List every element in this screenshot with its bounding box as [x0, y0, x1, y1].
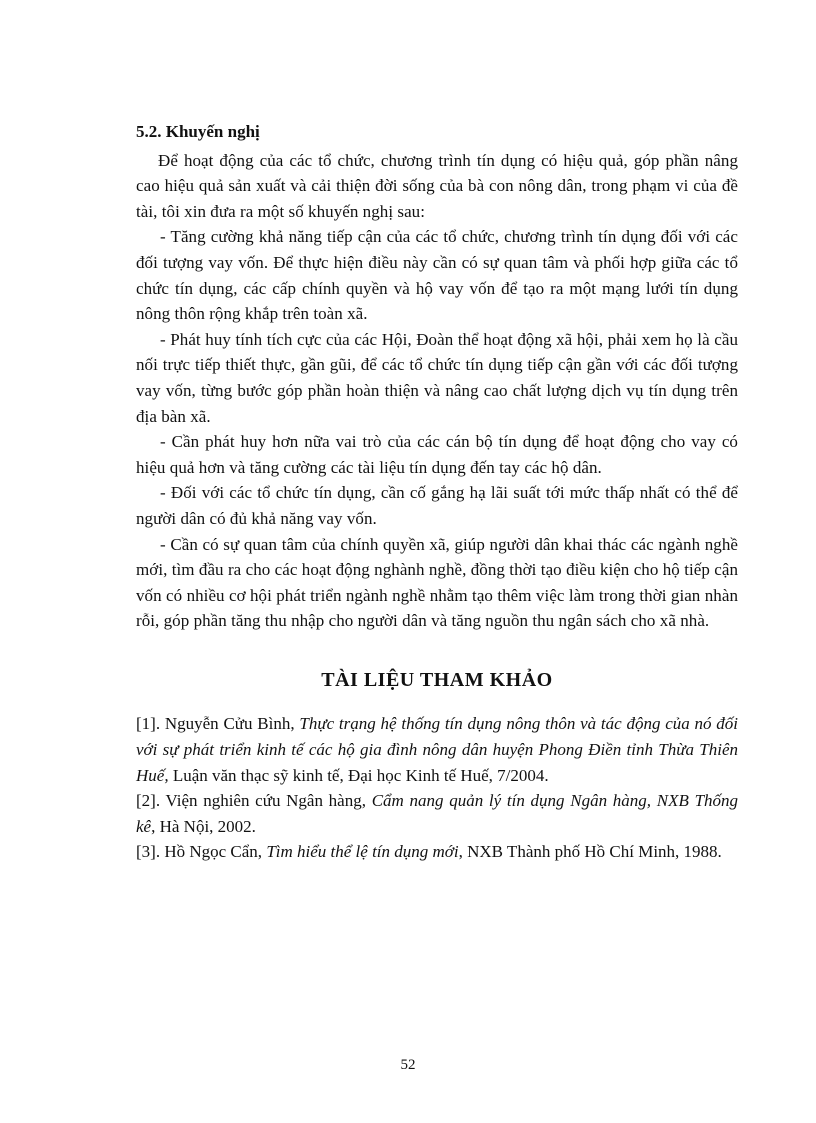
page-number: 52 — [400, 1057, 416, 1073]
reference-number: [3]. — [136, 842, 161, 862]
recommendation-item: - Cần có sự quan tâm của chính quyền xã, giúp người dân khai thác các ngành nghề mới, tìm đầu ra cho các hoạt động nghành nghề, đồng thời tạo điều kiện cho hộ tiếp cận vốn có nhiều cơ hội phát triển ngành nghề nhằm tạo thêm việc làm trong thời gian nhàn rỗi, góp phần tăng thu nhập cho người dân và tăng nguồn thu ngân sách cho xã nhà. — [136, 534, 738, 631]
reference-author: Nguyễn Cửu Bình, — [164, 714, 295, 734]
recommendation-item: - Cần phát huy hơn nữa vai trò của các cán bộ tín dụng để hoạt động cho vay có hiệu quả hơn và tăng cường các tài liệu tín dụng đến tay các hộ dân. — [136, 432, 738, 477]
recommendation-item: - Đối với các tổ chức tín dụng, cần cố gắng hạ lãi suất tới mức thấp nhất có thể để người dân có đủ khả năng vay vốn. — [136, 483, 738, 528]
page-content — [136, 119, 738, 865]
intro-paragraph: Để hoạt động của các tổ chức, chương trình tín dụng có hiệu quả, góp phần nâng cao hiệu quả sản xuất và cải thiện đời sống của bà con nông dân, trong phạm vi của đề tài, tôi xin đưa ra một số khuyến nghị sau: — [136, 150, 738, 221]
references-title: TÀI LIỆU THAM KHẢO — [321, 668, 553, 691]
reference-number: [1]. — [136, 714, 161, 734]
reference-number: [2]. — [136, 791, 161, 811]
reference-details: , Hà Nội, 2002. — [151, 816, 256, 836]
reference-author: Viện nghiên cứu Ngân hàng, — [165, 791, 366, 811]
reference-item-3 — [136, 839, 738, 865]
reference-details: , NXB Thành phố Hồ Chí Minh, 1988. — [458, 842, 722, 862]
reference-title: Cẩm nang quản lý tín dụng Ngân hàng, NXB Thống kê — [136, 791, 739, 836]
section-heading: 5.2. Khuyến nghị — [136, 122, 260, 141]
recommendation-item: - Phát huy tính tích cực của các Hội, Đoàn thể hoạt động xã hội, phải xem họ là cầu nối trực tiếp thiết thực, gần gũi, để các tổ chức tín dụng tiếp cận gần với các đối tượng vay vốn, từng bước góp phần hoàn thiện và nâng cao chất lượng dịch vụ tín dụng trên địa bàn xã. — [136, 329, 738, 426]
recommendation-item: - Tăng cường khả năng tiếp cận của các tổ chức, chương trình tín dụng đối với các đối tượng vay vốn. Để thực hiện điều này cần có sự quan tâm và phối hợp giữa các tổ chức tín dụng, các cấp chính quyền và hộ vay vốn để tạo ra một mạng lưới tín dụng nông thôn rộng khắp trên toàn xã. — [136, 227, 738, 324]
reference-title: Tìm hiểu thể lệ tín dụng mới — [266, 842, 459, 862]
reference-author: Hồ Ngọc Cẩn, — [164, 842, 263, 862]
reference-item-1 — [136, 711, 738, 788]
reference-item-2 — [136, 788, 738, 839]
reference-details: Luận văn thạc sỹ kinh tế, Đại học Kinh tế Huế, 7/2004. — [172, 765, 549, 785]
reference-title: Thực trạng hệ thống tín dụng nông thôn và tác động của nó đối với sự phát triển kinh tế các hộ gia đình nông dân huyện Phong Điền tỉnh Thừa Thiên Huế, — [136, 714, 739, 785]
